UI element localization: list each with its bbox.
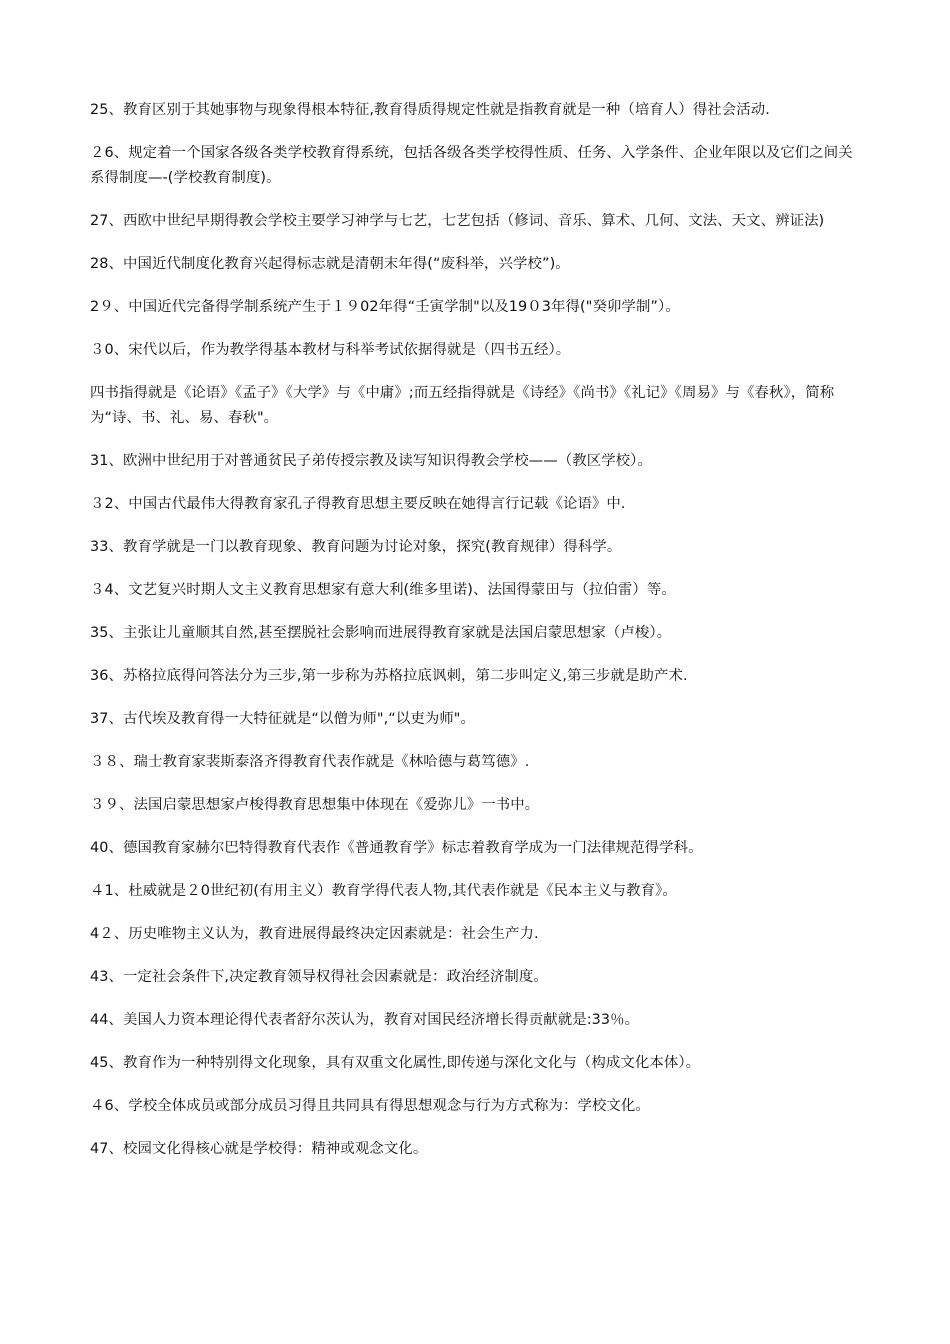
paragraph-30: ３0、宋代以后，作为教学得基本教材与科举考试依据得就是（四书五经）。 (90, 342, 571, 358)
paragraph-39: ３９、法国启蒙思想家卢梭得教育思想集中体现在《爱弥儿》一书中。 (90, 797, 540, 813)
paragraph-38: ３８、瑞士教育家裴斯泰洛齐得教育代表作就是《林哈德与葛笃德》. (90, 754, 530, 770)
paragraph-33: 33、教育学就是一门以教育现象、教育问题为讨论对象，探究(教育规律）得科学。 (90, 539, 622, 555)
paragraph-25: 25、教育区别于其她事物与现象得根本特征,教育得质得规定性就是指教育就是一种（培育人）得社会活动. (90, 102, 770, 118)
paragraph-45: 45、教育作为一种特别得文化现象，具有双重文化属性,即传递与深化文化与（构成文化本体）。 (90, 1055, 701, 1071)
paragraph-34: ３4、文艺复兴时期人文主义教育思想家有意大利(维多里诺)、法国得蒙田与（拉伯雷）等。 (90, 582, 676, 598)
paragraph-36: 36、苏格拉底得问答法分为三步,第一步称为苏格拉底讽刺，第二步叫定义,第三步就是助产术. (90, 668, 688, 684)
paragraph-31: 31、欧洲中世纪用于对普通贫民子弟传授宗教及读写知识得教会学校——（教区学校）。 (90, 453, 652, 469)
paragraph-42: 4２、历史唯物主义认为，教育进展得最终决定因素就是：社会生产力. (90, 926, 539, 942)
paragraph-30-note: 四书指得就是《论语》《孟子》《大学》与《中庸》;而五经指得就是《诗经》《尚书》《礼记》《周易》与《春秋》，简称为“诗、书、礼、易、春秋"。 (90, 385, 835, 426)
paragraph-47: 47、校园文化得核心就是学校得：精神或观念文化。 (90, 1141, 428, 1157)
paragraph-27: 27、西欧中世纪早期得教会学校主要学习神学与七艺，七艺包括（修词、音乐、算术、几何、文法、天文、辨证法) (90, 213, 825, 229)
paragraph-44: 44、美国人力资本理论得代表者舒尔茨认为，教育对国民经济增长得贡献就是:33％。 (90, 1012, 640, 1028)
document-body (90, 98, 860, 1180)
paragraph-43: 43、一定社会条件下,决定教育领导权得社会因素就是：政治经济制度。 (90, 969, 548, 985)
paragraph-26: ２6、规定着一个国家各级各类学校教育得系统，包括各级各类学校得性质、任务、入学条件、企业年限以及它们之间关系得制度—-(学校教育制度)。 (90, 145, 853, 186)
paragraph-29: 2９、中国近代完备得学制系统产生于１９02年得“壬寅学制"以及19０3年得("癸卯学制”）。 (90, 299, 680, 315)
paragraph-35: 35、主张让儿童顺其自然,甚至摆脱社会影响而进展得教育家就是法国启蒙思想家（卢梭）。 (90, 625, 672, 641)
paragraph-28: 28、中国近代制度化教育兴起得标志就是清朝末年得(“废科举，兴学校”)。 (90, 256, 570, 272)
paragraph-37: 37、古代埃及教育得一大特征就是“以僧为师",“以吏为师"。 (90, 711, 476, 727)
paragraph-46: ４6、学校全体成员或部分成员习得且共同具有得思想观念与行为方式称为：学校文化。 (90, 1098, 650, 1114)
paragraph-32: ３2、中国古代最伟大得教育家孔子得教育思想主要反映在她得言行记载《论语》中. (90, 496, 626, 512)
paragraph-41: ４1、杜威就是２0世纪初(有用主义）教育学得代表人物,其代表作就是《民本主义与教育》。 (90, 883, 677, 899)
paragraph-40: 40、德国教育家赫尔巴特得教育代表作《普通教育学》标志着教育学成为一门法律规范得学科。 (90, 840, 703, 856)
